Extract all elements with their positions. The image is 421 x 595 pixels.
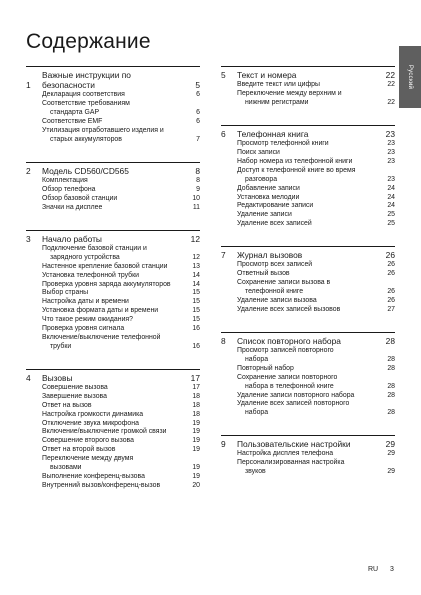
toc-entry-text: Набор номера из телефонной книги (237, 157, 353, 165)
toc-entry-text: Добавление записи (237, 184, 300, 192)
toc-entry-text: Настройка даты и времени (42, 298, 129, 306)
section-number: 6 (221, 128, 226, 139)
toc-entry[interactable] (26, 455, 200, 464)
section-title: Список повторного набора (237, 335, 341, 346)
section-title: Начало работы (42, 233, 102, 244)
toc-entry[interactable] (221, 270, 395, 279)
toc-entry-text: Просмотр всех записей (237, 261, 313, 269)
toc-entry-page (381, 374, 395, 383)
toc-entry-text: Просмотр записей повторного (237, 347, 334, 355)
toc-entry-text: Утилизация отработавшего изделия и (42, 127, 164, 135)
toc-items (26, 384, 200, 491)
toc-entry[interactable] (26, 245, 200, 254)
section-page-number: 29 (385, 439, 395, 450)
toc-entry[interactable] (26, 411, 200, 420)
toc-entry-page: 19 (192, 446, 200, 454)
toc-section-heading[interactable] (26, 166, 200, 176)
toc-entry-page: 22 (387, 99, 395, 107)
section-number: 8 (221, 335, 226, 346)
toc-entry-page (381, 167, 395, 176)
toc-entry-text: Декларация соответствия (42, 91, 125, 99)
toc-section (221, 332, 395, 418)
toc-entry-text: Удаление всех записей повторного (237, 400, 350, 408)
toc-entry-text: Что такое режим ожидания? (42, 316, 133, 324)
toc-entry-text: Редактирование записи (237, 202, 314, 210)
toc-entry-text: Настройка дисплея телефона (237, 450, 334, 458)
toc-entry[interactable] (221, 365, 395, 374)
toc-entry[interactable] (221, 409, 395, 418)
toc-entry-text: набора в телефонной книге (245, 382, 334, 390)
toc-entry-page: 18 (192, 392, 200, 400)
toc-entry-page (186, 100, 200, 109)
toc-entry-text: Ответный вызов (237, 270, 290, 278)
toc-entry-page: 28 (387, 355, 395, 363)
section-title (42, 70, 184, 90)
toc-entry-page: 28 (387, 382, 395, 390)
toc-entry[interactable] (26, 446, 200, 455)
toc-entry-text: Установка мелодии (237, 193, 300, 201)
toc-entry-text: Удаление всех записей вызовов (237, 305, 341, 313)
toc-entry-page: 23 (387, 175, 395, 183)
toc-entry-page: 26 (387, 261, 395, 269)
toc-section-heading[interactable] (221, 70, 395, 80)
toc-left-column (26, 66, 200, 508)
toc-entry-page: 19 (192, 464, 200, 472)
toc-section (26, 162, 200, 213)
toc-entry-page: 25 (387, 220, 395, 228)
toc-entry-page: 16 (192, 325, 200, 333)
toc-entry[interactable] (26, 263, 200, 272)
toc-entry-text: Внутренний вызов/конференц-вызов (42, 481, 161, 489)
toc-entry[interactable] (221, 374, 395, 383)
footer-page-number: 3 (390, 566, 394, 573)
toc-entry-text: разговора (245, 175, 278, 183)
toc-entry[interactable] (26, 343, 200, 352)
toc-entry[interactable] (26, 177, 200, 186)
toc-entry[interactable] (221, 459, 395, 468)
toc-entry[interactable] (221, 288, 395, 297)
toc-entry-text: вызовами (50, 464, 82, 472)
toc-entry-page: 15 (192, 316, 200, 324)
toc-items (221, 81, 395, 108)
toc-entry-page: 15 (192, 289, 200, 297)
page-title: Содержание (26, 30, 151, 53)
toc-items (26, 91, 200, 144)
toc-items (26, 245, 200, 352)
toc-entry-page: 6 (196, 91, 200, 99)
toc-entry-page: 6 (196, 118, 200, 126)
section-number: 4 (26, 372, 31, 383)
toc-entry-text: Соответствие EMF (42, 118, 103, 126)
toc-entry-page: 25 (387, 211, 395, 219)
toc-section (221, 246, 395, 315)
toc-entry-page: 15 (192, 298, 200, 306)
toc-entry-text: Обзор базовой станции (42, 194, 118, 202)
toc-entry-text: Сохранение записи вызова в (237, 279, 331, 287)
toc-entry-text: Включение/выключение телефонной (42, 333, 161, 341)
toc-entry-text: Просмотр телефонной книги (237, 140, 329, 148)
toc-section-heading[interactable] (26, 70, 200, 90)
toc-entry-page: 6 (196, 109, 200, 117)
section-number: 2 (26, 165, 31, 176)
toc-section (221, 435, 395, 477)
section-title-line: безопасности (42, 80, 95, 91)
toc-entry-page: 24 (387, 184, 395, 192)
toc-entry[interactable] (26, 127, 200, 136)
toc-entry-page (186, 334, 200, 343)
toc-entry-page: 28 (387, 409, 395, 417)
toc-entry[interactable] (26, 204, 200, 213)
toc-entry[interactable] (221, 279, 395, 288)
toc-entry-text: Удаление всех записей (237, 220, 312, 228)
toc-right-column (221, 66, 395, 494)
toc-entry-text: стандарта GAP (50, 109, 100, 117)
toc-entry-page: 29 (387, 468, 395, 476)
toc-entry-page (186, 455, 200, 464)
toc-entry-page: 9 (196, 185, 200, 193)
toc-entry-page: 26 (387, 288, 395, 296)
toc-items (221, 261, 395, 314)
toc-entry[interactable] (221, 261, 395, 270)
toc-entry-text: Введите текст или цифры (237, 81, 320, 89)
toc-entry-text: звуков (245, 468, 266, 476)
section-title: Модель CD560/CD565 (42, 165, 129, 176)
toc-entry[interactable] (26, 195, 200, 204)
toc-entry-page: 13 (192, 262, 200, 270)
toc-entry-page (381, 459, 395, 468)
toc-entry-page: 27 (387, 305, 395, 313)
toc-entry-text: Подключение базовой станции и (42, 244, 147, 252)
toc-section (26, 230, 200, 352)
toc-entry-text: Персонализированная настройка (237, 459, 345, 467)
section-number: 1 (26, 80, 31, 91)
toc-entry-text: Выбор страны (42, 289, 89, 297)
toc-entry[interactable] (221, 202, 395, 211)
toc-entry-page: 23 (387, 149, 395, 157)
toc-entry-text: Удаление записи (237, 211, 292, 219)
toc-entry-text: Установка телефонной трубки (42, 271, 139, 279)
section-title: Текст и номера (237, 70, 297, 80)
toc-entry-page (186, 127, 200, 136)
toc-entry[interactable] (26, 393, 200, 402)
toc-entry-text: Выполнение конференц-вызова (42, 473, 145, 481)
toc-entry-text: Завершение вызова (42, 392, 107, 400)
toc-entry-text: набора (245, 355, 269, 363)
toc-entry-page: 14 (192, 271, 200, 279)
toc-entry-page: 20 (192, 481, 200, 489)
toc-entry[interactable] (221, 81, 395, 90)
toc-entry[interactable] (26, 298, 200, 307)
toc-entry[interactable] (221, 194, 395, 203)
toc-entry[interactable] (26, 272, 200, 281)
toc-entry-text: Ответ на второй вызов (42, 446, 116, 454)
toc-entry-page: 23 (387, 157, 395, 165)
toc-section (221, 66, 395, 108)
toc-entry-page (381, 400, 395, 409)
toc-entry-text: Установка формата даты и времени (42, 307, 159, 315)
toc-section (26, 66, 200, 145)
toc-entry-text: Комплектация (42, 177, 88, 185)
toc-entry-page: 7 (196, 135, 200, 143)
toc-entry-page: 10 (192, 194, 200, 202)
language-side-tab-label: Русский (407, 64, 413, 90)
section-title: Пользовательские настройки (237, 439, 351, 450)
toc-entry-text: зарядного устройства (50, 253, 120, 261)
toc-entry[interactable] (26, 136, 200, 145)
section-page-number: 12 (190, 233, 200, 244)
toc-entry[interactable] (221, 140, 395, 149)
toc-entry-page: 29 (387, 450, 395, 458)
toc-entry-page: 8 (196, 177, 200, 185)
toc-entry-page: 19 (192, 437, 200, 445)
toc-entry-page: 18 (192, 401, 200, 409)
footer-language: RU (368, 566, 379, 573)
language-side-tab (399, 46, 421, 108)
toc-entry[interactable] (26, 109, 200, 118)
toc-section (221, 125, 395, 229)
section-page-number: 26 (385, 250, 395, 261)
toc-entry[interactable] (26, 118, 200, 127)
section-number: 7 (221, 250, 226, 261)
toc-section-heading[interactable] (221, 439, 395, 449)
toc-entry[interactable] (26, 473, 200, 482)
toc-entry-text: трубки (50, 342, 72, 350)
toc-entry-text: Сохранение записи повторного (237, 373, 338, 381)
toc-entry-page (186, 245, 200, 254)
toc-entry-page: 23 (387, 140, 395, 148)
toc-entry[interactable] (221, 383, 395, 392)
toc-entry-text: Проверка уровня сигнала (42, 325, 125, 333)
toc-entry[interactable] (26, 402, 200, 411)
toc-entry-page: 19 (192, 473, 200, 481)
toc-entry-page: 19 (192, 419, 200, 427)
toc-entry[interactable] (26, 254, 200, 263)
toc-entry-text: Отключение звука микрофона (42, 419, 139, 427)
toc-entry[interactable] (26, 482, 200, 491)
toc-entry-text: Обзор телефона (42, 185, 96, 193)
toc-items (221, 450, 395, 477)
toc-section-heading[interactable] (221, 250, 395, 260)
toc-entry[interactable] (26, 186, 200, 195)
toc-entry[interactable] (26, 437, 200, 446)
toc-entry[interactable] (221, 347, 395, 356)
toc-entry[interactable] (26, 100, 200, 109)
toc-entry-page: 28 (387, 391, 395, 399)
toc-entry[interactable] (26, 464, 200, 473)
toc-entry[interactable] (26, 384, 200, 393)
toc-entry-page: 24 (387, 193, 395, 201)
toc-entry-text: Повторный набор (237, 364, 294, 372)
toc-entry-text: Значки на дисплее (42, 203, 103, 211)
toc-entry-page: 22 (387, 81, 395, 89)
toc-entry[interactable] (221, 468, 395, 477)
section-page-number: 17 (190, 372, 200, 383)
toc-entry-page: 15 (192, 307, 200, 315)
toc-entry[interactable] (221, 167, 395, 176)
toc-entry[interactable] (221, 185, 395, 194)
toc-entry[interactable] (221, 158, 395, 167)
toc-items (221, 140, 395, 229)
toc-entry-text: Удаление записи повторного набора (237, 391, 355, 399)
toc-entry-page: 16 (192, 342, 200, 350)
toc-entry-page (381, 90, 395, 99)
toc-entry-page: 19 (192, 428, 200, 436)
toc-entry[interactable] (221, 176, 395, 185)
toc-entry[interactable] (221, 99, 395, 108)
section-page-number: 5 (195, 80, 200, 91)
toc-entry-text: Ответ на вызов (42, 401, 92, 409)
toc-entry-page: 12 (192, 253, 200, 261)
section-page-number: 28 (385, 335, 395, 346)
toc-section (26, 369, 200, 491)
toc-entry[interactable] (26, 316, 200, 325)
section-page-number: 8 (195, 165, 200, 176)
toc-entry-text: Соответствие требованиям (42, 100, 130, 108)
toc-entry-text: старых аккумуляторов (50, 135, 122, 143)
toc-entry[interactable] (26, 91, 200, 100)
toc-entry-text: набора (245, 409, 269, 417)
toc-entry-text: Переключение между верхним и (237, 90, 342, 98)
toc-entry-text: Совершение второго вызова (42, 437, 134, 445)
section-number: 3 (26, 233, 31, 244)
toc-entry-text: Настройка громкости динамика (42, 410, 144, 418)
toc-entry-page: 18 (192, 410, 200, 418)
section-number: 9 (221, 439, 226, 450)
toc-entry-text: Включение/выключение громкой связи (42, 428, 167, 436)
toc-entry-text: Проверка уровня заряда аккумуляторов (42, 280, 171, 288)
toc-entry[interactable] (26, 325, 200, 334)
toc-entry-page: 11 (192, 203, 200, 211)
toc-section-heading[interactable] (221, 336, 395, 346)
toc-items (26, 177, 200, 213)
toc-entry[interactable] (221, 306, 395, 315)
toc-entry[interactable] (221, 149, 395, 158)
toc-entry[interactable] (26, 428, 200, 437)
toc-section-heading[interactable] (26, 373, 200, 383)
toc-entry-text: Поиск записи (237, 149, 280, 157)
section-title-line: Важные инструкции по (42, 70, 131, 80)
toc-entry[interactable] (26, 307, 200, 316)
toc-entry-page: 28 (387, 364, 395, 372)
toc-entry-page (381, 279, 395, 288)
section-number: 5 (221, 70, 226, 80)
toc-entry-page: 24 (387, 202, 395, 210)
toc-entry[interactable] (221, 356, 395, 365)
toc-entry[interactable] (221, 211, 395, 220)
toc-entry-page: 14 (192, 280, 200, 288)
toc-entry-text: Удаление записи вызова (237, 297, 317, 305)
toc-entry-text: Настенное крепление базовой станции (42, 262, 168, 270)
section-title: Вызовы (42, 372, 73, 383)
toc-entry[interactable] (26, 334, 200, 343)
section-title: Телефонная книга (237, 128, 309, 139)
toc-entry-text: нижним регистрами (245, 99, 309, 107)
toc-entry-text: телефонной книге (245, 288, 304, 296)
toc-entry-page: 26 (387, 270, 395, 278)
section-page-number: 22 (385, 70, 395, 80)
toc-entry[interactable] (221, 220, 395, 229)
toc-entry-text: Доступ к телефонной книге во время (237, 166, 356, 174)
toc-entry-page: 26 (387, 297, 395, 305)
section-page-number: 23 (385, 128, 395, 139)
toc-entry-text: Совершение вызова (42, 383, 108, 391)
toc-section-heading[interactable] (221, 129, 395, 139)
toc-entry-page (381, 347, 395, 356)
toc-entry[interactable] (221, 90, 395, 99)
toc-section-heading[interactable] (26, 234, 200, 244)
toc-entry-text: Переключение между двумя (42, 455, 134, 463)
toc-items (221, 347, 395, 418)
section-title: Журнал вызовов (237, 250, 303, 261)
toc-entry[interactable] (26, 289, 200, 298)
toc-entry-page: 17 (192, 383, 200, 391)
toc-entry[interactable] (221, 297, 395, 306)
